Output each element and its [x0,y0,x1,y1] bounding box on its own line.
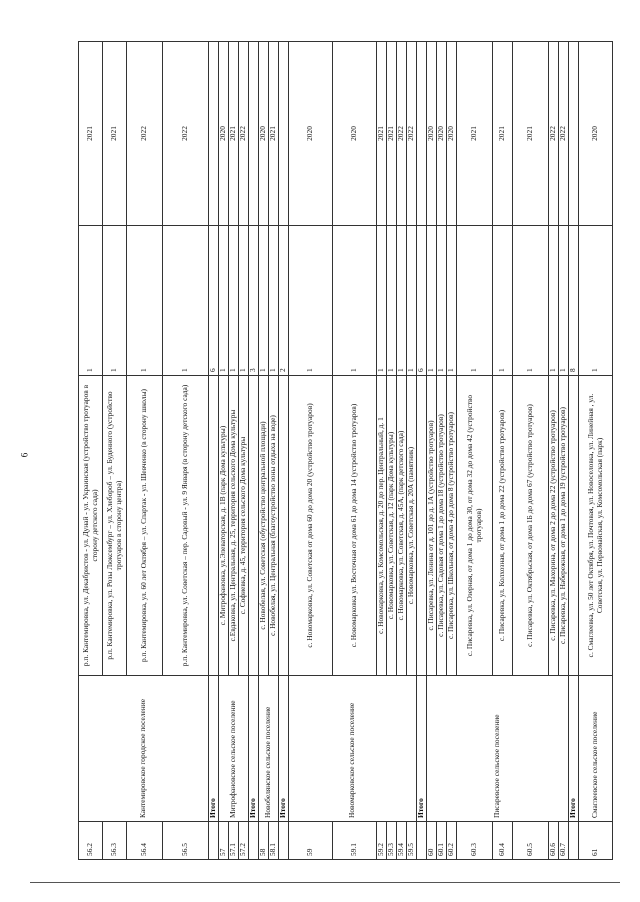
address-cell: с. Митрофановка, ул.Элеваторская, д. 1В (парк Дома культуры) [219,376,229,676]
address-cell: с. Писаревка, ул. Колхозная, от дома 1 до дома 22 (устройство тротуаров) [493,376,513,676]
row-number-cell: 60.2 [447,822,457,860]
year-cell: 2021 [513,42,549,226]
address-cell: с. Новомарковка, ул. Советская, д. 45А, (парк детского сада) [397,376,407,676]
year-cell: 2021 [269,42,279,226]
address-cell: с. Новомарковка, ул. Советская, д. 12 (парк Дома культуры) [387,376,397,676]
year-cell: 2021 [457,42,493,226]
settlement-name-cell: Смаглеевское сельское поселение [579,676,613,822]
total-label-cell: Итого [279,676,289,822]
count-cell: 1 [163,226,209,376]
row-number-cell: 60.1 [437,822,447,860]
count-cell: 1 [397,226,407,376]
address-cell: с. Софиевка, д. 45, территория сельского Дома культуры [239,376,249,676]
year-cell: 2022 [559,42,569,226]
row-number-cell [417,822,427,860]
row-number-cell: 59.5 [407,822,417,860]
count-cell: 1 [579,226,613,376]
year-cell: 2022 [239,42,249,226]
count-cell: 1 [79,226,103,376]
row-number-cell [249,822,259,860]
table-rotated-wrapper [78,42,602,860]
count-cell: 1 [259,226,269,376]
count-cell: 2 [279,226,289,376]
row-number-cell: 56.3 [103,822,127,860]
year-cell: 2020 [333,42,377,226]
count-cell: 1 [427,226,437,376]
row-number-cell: 56.2 [79,822,103,860]
year-cell [417,42,427,226]
row-number-cell: 60.7 [559,822,569,860]
address-cell: с. Новомарковка ул. Восточная от дома 61 до дома 14 (устройство тротуаров) [333,376,377,676]
row-number-cell: 59.1 [333,822,377,860]
address-cell: р.п. Кантемировка, ул. Советская – пер. Садовый - ул. 9 Января (в сторону детского сада) [163,376,209,676]
count-cell: 1 [447,226,457,376]
total-row [209,42,219,860]
address-cell [249,376,259,676]
address-cell: с. Новомарковка, ул. Советская от дома 60 до дома 20 (устройство тротуаров) [289,376,333,676]
year-cell [569,42,579,226]
total-label-cell: Итого [417,676,427,822]
count-cell: 1 [377,226,387,376]
year-cell: 2020 [437,42,447,226]
total-row [249,42,259,860]
table-row [289,42,333,860]
count-cell: 3 [249,226,259,376]
row-number-cell: 60.3 [457,822,493,860]
total-label-cell: Итого [249,676,259,822]
year-cell: 2020 [219,42,229,226]
year-cell: 2022 [163,42,209,226]
count-cell: 1 [333,226,377,376]
count-cell: 1 [239,226,249,376]
row-number-cell: 58.1 [269,822,279,860]
address-cell [209,376,219,676]
year-cell: 2021 [229,42,239,226]
count-cell: 1 [407,226,417,376]
row-number-cell: 61 [579,822,613,860]
address-cell: р.п. Кантемировка, ул. Декабристов - ул. Дунай - ул. Украинская (устройство тротуаров в сторону детского сада) [79,376,103,676]
row-number-cell [569,822,579,860]
count-cell: 1 [437,226,447,376]
count-cell: 1 [229,226,239,376]
total-row [417,42,427,860]
table-row [219,42,229,860]
table-row [579,42,613,860]
table-row [259,42,269,860]
row-number-cell: 56.4 [127,822,163,860]
total-row [569,42,579,860]
year-cell: 2021 [387,42,397,226]
year-cell: 2022 [397,42,407,226]
address-cell: с. Писаревка, ул. Школьная, от дома 4 до дома 8 (устройство тротуаров) [447,376,457,676]
count-cell: 1 [387,226,397,376]
count-cell: 6 [417,226,427,376]
year-cell: 2020 [259,42,269,226]
total-label-cell: Итого [569,676,579,822]
year-cell: 2021 [493,42,513,226]
document-frame [78,42,602,860]
address-cell: с.Евдаковка, ул. Центральная, д. 25, территория сельского Дома культуры [229,376,239,676]
row-number-cell: 60.6 [549,822,559,860]
address-cell: с. Писаревка, ул. Махорина, от дома 2 до дома 22 (устройство тротуаров) [549,376,559,676]
table-row [427,42,437,860]
row-number-cell: 59.4 [397,822,407,860]
row-number-cell: 59.3 [387,822,397,860]
address-cell: с. Новобелая, ул. Советская (обустройство центральной площади) [259,376,269,676]
year-cell: 2022 [127,42,163,226]
year-cell: 2020 [579,42,613,226]
address-cell [279,376,289,676]
year-cell [209,42,219,226]
address-cell: с. Писаревка, ул. Октябрьская, от дома 1Б до дома 67 (устройство тротуаров) [513,376,549,676]
address-cell: с. Писаревка, ул. Ленина от д. 101 до д. 1А (устройство тротуаров) [427,376,437,676]
row-number-cell: 60.4 [493,822,513,860]
address-cell: р.п. Кантемировка, ул. Розы Люксембург – ул. Хлебороб – ул. Буденного (устройство тротуаров в сторону центра) [103,376,127,676]
settlement-name-cell: Новомарковское сельское поселение [289,676,417,822]
table-row [79,42,103,860]
year-cell: 2022 [407,42,417,226]
year-cell: 2021 [79,42,103,226]
year-cell: 2021 [103,42,127,226]
year-cell: 2020 [447,42,457,226]
count-cell: 1 [269,226,279,376]
row-number-cell [279,822,289,860]
address-cell: с. Писаревка, ул. Садовая от дома 1 до дома 18 (устройство тротуаров) [437,376,447,676]
year-cell: 2022 [549,42,559,226]
address-cell: с. Писаревка, ул. Набережная, от дома 1 до дома 19 (устройство тротуаров) [559,376,569,676]
settlement-name-cell: Митрофановское сельское поселение [219,676,249,822]
address-cell: с. Новомарковка, ул. Комсомольская, д. 20 до пер. Центральный, д. 1 [377,376,387,676]
page-number: 6 [19,452,30,458]
program-table [78,41,613,860]
settlement-name-cell: Кантемировское городское поселение [79,676,209,822]
row-number-cell: 58 [259,822,269,860]
row-number-cell: 60.5 [513,822,549,860]
year-cell: 2021 [377,42,387,226]
page-bottom-line [30,882,620,883]
year-cell: 2020 [289,42,333,226]
settlement-name-cell: Писаревское сельское поселение [427,676,569,822]
row-number-cell: 56.5 [163,822,209,860]
total-label-cell: Итого [209,676,219,822]
row-number-cell [209,822,219,860]
count-cell: 8 [569,226,579,376]
count-cell: 1 [513,226,549,376]
count-cell: 1 [549,226,559,376]
row-number-cell: 57.2 [239,822,249,860]
row-number-cell: 59 [289,822,333,860]
address-cell: с. Новобелая, ул. Центральная (благоустройство зоны отдыха на воде) [269,376,279,676]
address-cell: с. Новомарковка, ул. Советская д. 20А (памятник) [407,376,417,676]
address-cell: р.п. Кантемировка, ул. 60 лет Октября – ул. Спартак - ул. Шевченко (в сторону школы) [127,376,163,676]
address-cell [569,376,579,676]
table-body [79,42,613,860]
count-cell: 1 [457,226,493,376]
row-number-cell: 60 [427,822,437,860]
address-cell: с. Смаглеевка, ул. 50 лет Октября, ул. Почтовая, ул. Новоселовка, ул. Линейная , ул. Советская, ул. Первомайская, ул. Комсомольская (парк) [579,376,613,676]
year-cell [279,42,289,226]
year-cell [249,42,259,226]
count-cell: 1 [493,226,513,376]
row-number-cell: 59.2 [377,822,387,860]
address-cell [417,376,427,676]
total-row [279,42,289,860]
address-cell: с. Писаревка, ул. Озерная, от дома 1 до дома 30, от дома 32 до дома 42 (устройство тротуаров) [457,376,493,676]
year-cell: 2020 [427,42,437,226]
row-number-cell: 57.1 [229,822,239,860]
count-cell: 1 [103,226,127,376]
count-cell: 1 [289,226,333,376]
count-cell: 1 [127,226,163,376]
count-cell: 1 [559,226,569,376]
settlement-name-cell: Новобелянское сельское поселение [259,676,279,822]
row-number-cell: 57 [219,822,229,860]
count-cell: 1 [219,226,229,376]
count-cell: 6 [209,226,219,376]
